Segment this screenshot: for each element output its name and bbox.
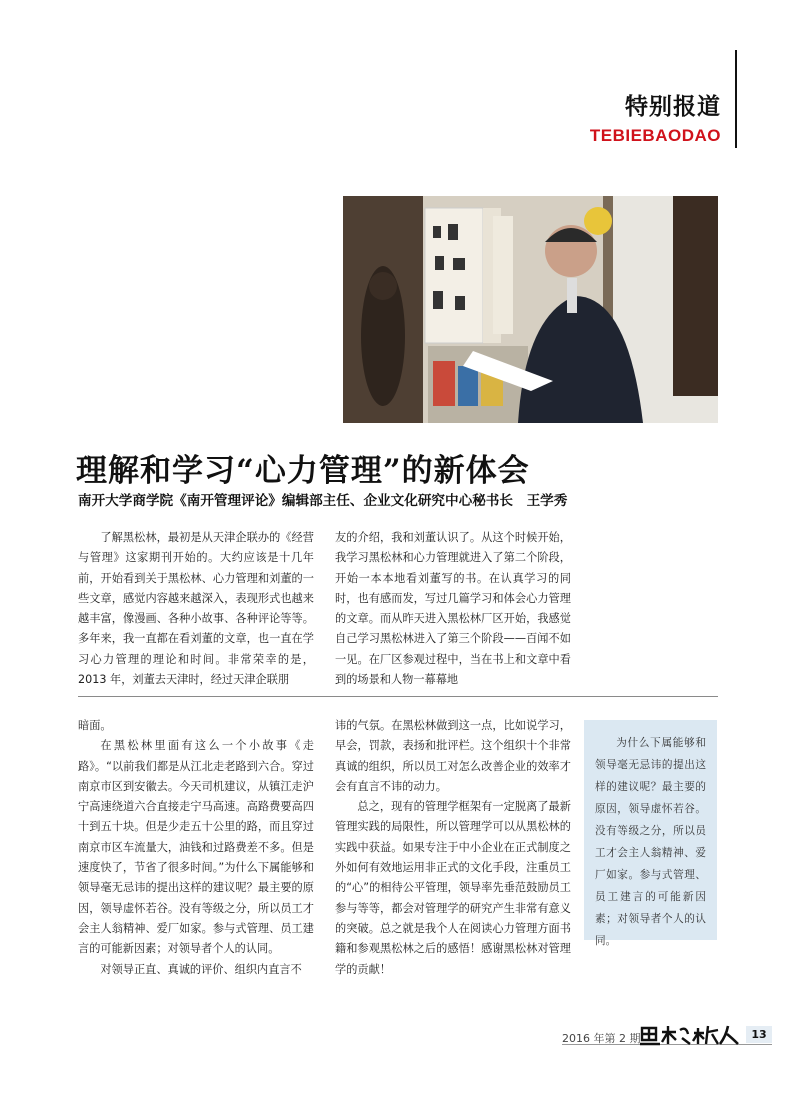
page-number: 13 [746, 1026, 772, 1043]
section-subtitle: TEBIEBAODAO [589, 126, 721, 145]
lower-left-column [78, 716, 314, 980]
section-divider [78, 696, 718, 697]
paragraph: 总之，现有的管理学框架有一定脱离了最新管理实践的局限性，所以管理学可以从黑松林的实践中获益。如果专注于中小企业在正式制度之外如何有效地运用非正式的文化手段，注重员工的“心”的相待公平管理，领导率先垂范鼓励员工参与等等，都会对管理学的研究产生非常有意义的突破。总之就是我个人在阅读心力管理方面书籍和参观黑松林之后的感悟！感谢黑松林对管理学的贡献！ [335, 800, 571, 976]
paragraph: 在黑松林里面有这么一个小故事《走路》。“以前我们都是从江北走老路到六合。穿过南京市区到安徽去。今天司机建议，从镇江走沪宁高速绕道六合直接走宁马高速。高路费要高四十到五十块。但是少走五十公里的路，而且穿过南京市区车流量大，油钱和过路费差不多。但是速度快了，节省了很多时间。”为什么下属能够和领导毫无忌讳的提出这样的建议呢？最主要的原因，领导虚怀若谷。没有等级之分，所以员工才会主人翁精神、爱厂如家。参与式管理、员工建言的可能新因素；对领导者个人的认同。 [78, 739, 314, 956]
pull-quote: 为什么下属能够和领导毫无忌讳的提出这样的建议呢？最主要的原因，领导虚怀若谷。没有等级之分，所以员工才会主人翁精神、爱厂如家。参与式管理、员工建言的可能新因素；对领导者个人的认同。 [584, 720, 717, 940]
photo-illustration [343, 196, 718, 423]
paragraph: 对领导正直、真诚的评价、组织内直言不 [100, 962, 302, 976]
magazine-logo [638, 1024, 742, 1050]
issue-label: 2016 年第 2 期 [562, 1032, 641, 1045]
upper-right-column [335, 528, 571, 690]
article-byline: 南开大学商学院《南开管理评论》编辑部主任、企业文化研究中心秘书长 王学秀 [78, 493, 568, 509]
logo-calligraphy [638, 1024, 742, 1046]
article-title: 理解和学习“心力管理”的新体会 [76, 453, 530, 489]
section-title: 特别报道 [625, 94, 721, 120]
upper-left-column [78, 528, 314, 690]
paragraph: 了解黑松林，最初是从天津企联办的《经营与管理》这家期刊开始的。大约应该是十几年前，开始看到关于黑松林、心力管理和刘董的一些文章，感觉内容越来越深入，表现形式也越来越丰富，像漫画、各种小故事、各种评论等等。多年来，我一直都在看刘董的文章，也一直在学习心力管理的理论和时间。非常荣幸的是，2013 年，刘董去天津时，经过天津企联朋 [78, 531, 314, 687]
article-photo [343, 196, 718, 423]
paragraph: 友的介绍，我和刘董认识了。从这个时候开始，我学习黑松林和心力管理就进入了第二个阶段，开始一本本地看刘董写的书。在认真学习的同时，也有感而发，写过几篇学习和体会心力管理的文章。而从昨天进入黑松林厂区开始，我感觉自己学习黑松林进入了第三个阶段——百闻不如一见。在厂区参观过程中，当在书上和文章中看到的场景和人物一幕幕地 [335, 531, 571, 687]
header-divider [735, 50, 737, 148]
paragraph: 暗面。 [78, 719, 112, 732]
lower-middle-column [335, 716, 571, 980]
paragraph: 讳的气氛。在黑松林做到这一点，比如说学习，早会，罚款，表扬和批评栏。这个组织十个非常真诚的组织，所以员工对怎么改善企业的效率才会有直言不讳的动力。 [335, 719, 571, 793]
